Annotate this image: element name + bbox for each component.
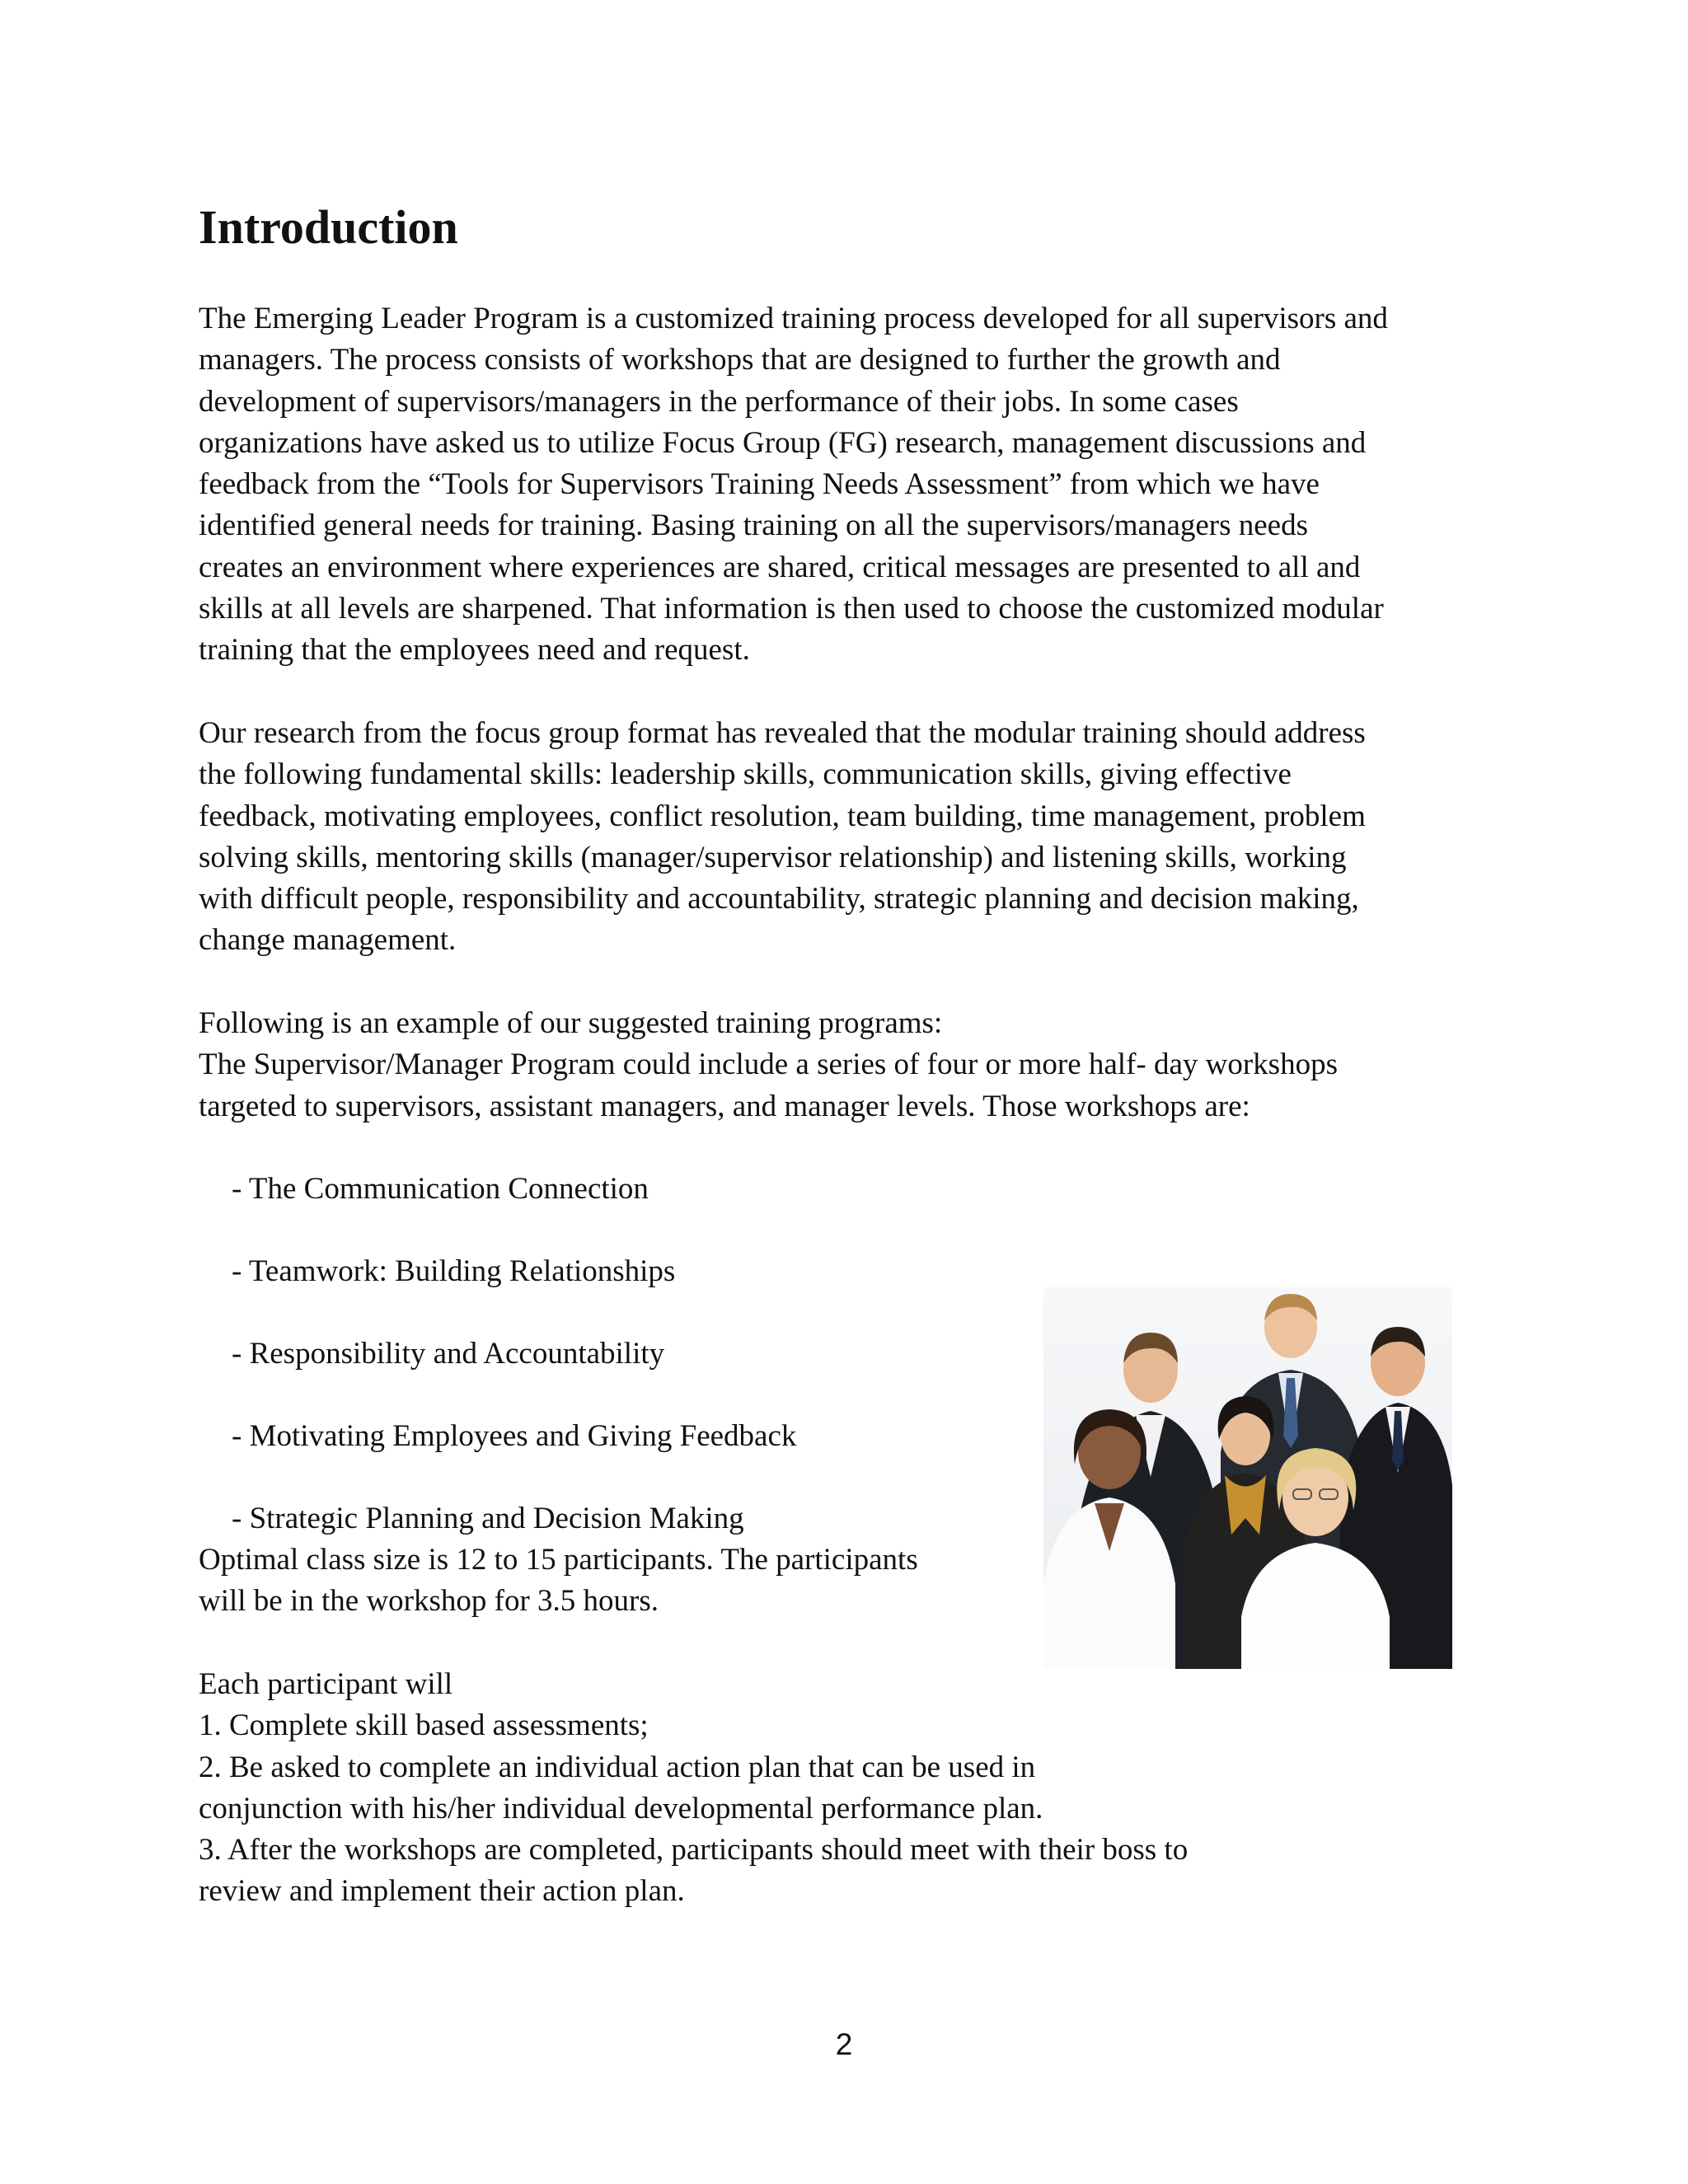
participant-line: 1. Complete skill based assessments; <box>199 1708 649 1743</box>
program-line: The Supervisor/Manager Program could include a series of four or more half- day workshops <box>199 1047 1338 1082</box>
participant-line: review and implement their action plan. <box>199 1874 685 1909</box>
participant-line: Each participant will <box>199 1667 453 1701</box>
class-size-line: Optimal class size is 12 to 15 participants. The participants <box>199 1543 918 1577</box>
research-line: with difficult people, responsibility and accountability, strategic planning and decision making, <box>199 882 1359 916</box>
participant-line: conjunction with his/her individual developmental performance plan. <box>199 1791 1043 1825</box>
research-line: solving skills, mentoring skills (manager/supervisor relationship) and listening skills, working <box>199 840 1347 874</box>
program-line: Following is an example of our suggested training programs: <box>199 1006 943 1040</box>
workshop-item: - Strategic Planning and Decision Making <box>232 1502 744 1535</box>
intro-line: organizations have asked us to utilize Focus Group (FG) research, management discussions and <box>199 425 1367 460</box>
intro-line: development of supervisors/managers in the performance of their jobs. In some cases <box>199 384 1239 419</box>
intro-line: identified general needs for training. Basing training on all the supervisors/managers needs <box>199 509 1309 543</box>
page-title: Introduction <box>199 200 458 254</box>
intro-line: managers. The process consists of workshops that are designed to further the growth and <box>199 343 1281 377</box>
intro-line: creates an environment where experiences are shared, critical messages are presented to all and <box>199 550 1361 584</box>
research-line: Our research from the focus group format has revealed that the modular training should address <box>199 716 1366 750</box>
team-photo <box>1043 1287 1452 1669</box>
research-line: feedback, motivating employees, conflict resolution, team building, time management, problem <box>199 799 1366 833</box>
intro-line: feedback from the “Tools for Supervisors Training Needs Assessment” from which we have <box>199 467 1320 502</box>
participant-line: 2. Be asked to complete an individual action plan that can be used in <box>199 1750 1036 1784</box>
intro-line: skills at all levels are sharpened. That information is then used to choose the customized modular <box>199 592 1384 626</box>
workshop-item: - Responsibility and Accountability <box>232 1337 665 1371</box>
program-paragraph <box>199 1003 1517 1127</box>
workshop-item: - Teamwork: Building Relationships <box>232 1254 676 1288</box>
workshop-item: - The Communication Connection <box>232 1172 649 1206</box>
page-number: 2 <box>835 2027 853 2061</box>
workshop-item: - Motivating Employees and Giving Feedback <box>232 1419 797 1453</box>
intro-line: training that the employees need and request. <box>199 633 750 668</box>
intro-line: The Emerging Leader Program is a customized training process developed for all supervisors and <box>199 302 1388 335</box>
intro-paragraph <box>199 298 1517 672</box>
participant-paragraph <box>199 1664 1517 1913</box>
research-line: the following fundamental skills: leadership skills, communication skills, giving effective <box>199 757 1292 792</box>
program-line: targeted to supervisors, assistant managers, and manager levels. Those workshops are: <box>199 1089 1250 1123</box>
participant-line: 3. After the workshops are completed, participants should meet with their boss to <box>199 1833 1189 1868</box>
class-size-paragraph <box>199 1540 1023 1623</box>
research-paragraph <box>199 713 1517 962</box>
research-line: change management. <box>199 923 457 958</box>
class-size-line: will be in the workshop for 3.5 hours. <box>199 1584 659 1619</box>
